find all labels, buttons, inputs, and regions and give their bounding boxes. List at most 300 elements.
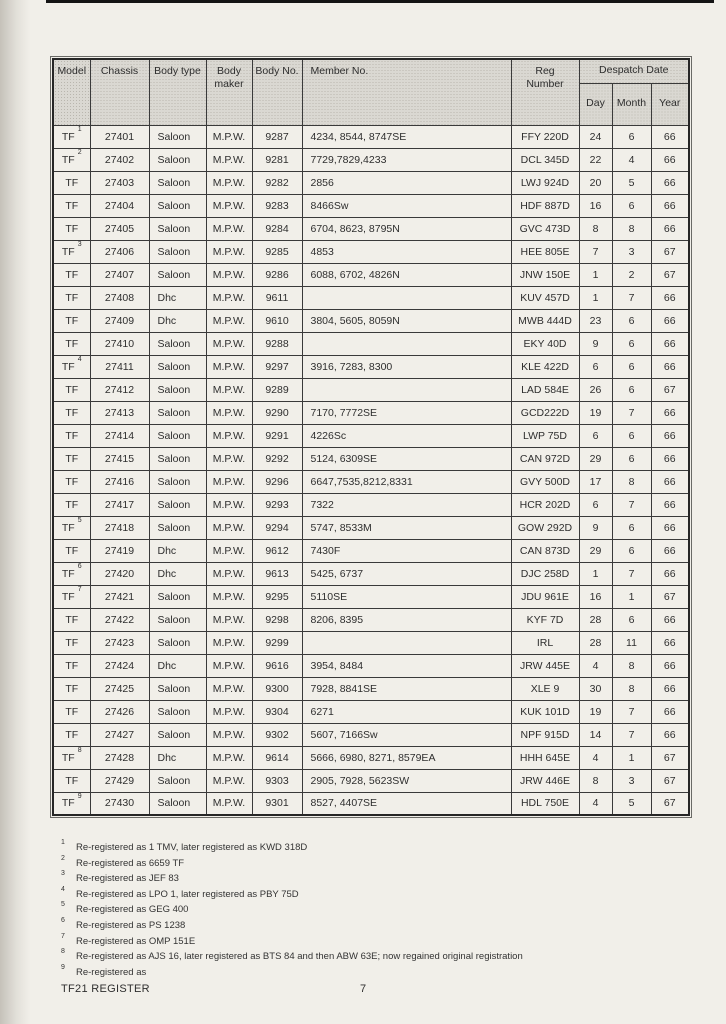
footnote-text: Re-registered as LPO 1, later registered as PBY 75D (76, 888, 299, 900)
cell-body-no: 9297 (252, 355, 302, 378)
cell-body-no: 9289 (252, 378, 302, 401)
table-row (53, 562, 689, 585)
cell-day: 1 (579, 286, 612, 309)
cell-member-no: 6088, 6702, 4826N (302, 263, 511, 286)
cell-member-no: 3954, 8484 (302, 654, 511, 677)
footnote-text: Re-registered as AJS 16, later registered as BTS 84 and then ABW 63E; now regained original registration (76, 951, 523, 963)
cell-year: 66 (651, 194, 689, 217)
cell-member-no: 5425, 6737 (302, 562, 511, 585)
cell-body-maker: M.P.W. (206, 171, 252, 194)
table-row (53, 769, 689, 792)
cell-member-no: 4853 (302, 240, 511, 263)
cell-day: 28 (579, 631, 612, 654)
cell-chassis: 27418 (90, 516, 149, 539)
cell-day: 6 (579, 355, 612, 378)
cell-reg-number: MWB 444D (511, 309, 579, 332)
cell-year: 66 (651, 171, 689, 194)
table-row (53, 286, 689, 309)
cell-day: 19 (579, 401, 612, 424)
cell-member-no: 7322 (302, 493, 511, 516)
footnote-text: Re-registered as 1 TMV, later registered as KWD 318D (76, 842, 308, 854)
col-header-year: Year (651, 83, 689, 125)
cell-member-no: 8206, 8395 (302, 608, 511, 631)
cell-body-no: 9281 (252, 148, 302, 171)
cell-body-no: 9616 (252, 654, 302, 677)
cell-chassis: 27420 (90, 562, 149, 585)
table-row (53, 378, 689, 401)
cell-model: TF (53, 700, 90, 723)
cell-reg-number: GVY 500D (511, 470, 579, 493)
cell-month: 8 (612, 470, 651, 493)
cell-year: 66 (651, 470, 689, 493)
footer-page-number: 7 (359, 983, 367, 995)
cell-reg-number: KLE 422D (511, 355, 579, 378)
cell-reg-number: HDL 750E (511, 792, 579, 815)
cell-day: 1 (579, 562, 612, 585)
cell-body-maker: M.P.W. (206, 585, 252, 608)
cell-day: 29 (579, 447, 612, 470)
footnote-number: 9 (61, 963, 65, 971)
cell-body-maker: M.P.W. (206, 148, 252, 171)
footnote-ref: 4 (77, 356, 82, 363)
cell-day: 9 (579, 332, 612, 355)
cell-chassis: 27409 (90, 309, 149, 332)
cell-day: 1 (579, 263, 612, 286)
cell-year: 66 (651, 700, 689, 723)
scan-top-edge-line (46, 0, 714, 3)
cell-member-no: 3804, 5605, 8059N (302, 309, 511, 332)
cell-chassis: 27419 (90, 539, 149, 562)
cell-member-no: 6647,7535,8212,8331 (302, 470, 511, 493)
cell-reg-number: HCR 202D (511, 493, 579, 516)
footnote-ref: 6 (77, 563, 82, 570)
cell-member-no: 8466Sw (302, 194, 511, 217)
cell-model: TF (53, 769, 90, 792)
cell-body-maker: M.P.W. (206, 309, 252, 332)
cell-body-maker: M.P.W. (206, 332, 252, 355)
footnote-9 (61, 964, 681, 980)
cell-month: 2 (612, 263, 651, 286)
cell-month: 5 (612, 792, 651, 815)
cell-day: 24 (579, 125, 612, 148)
cell-body-maker: M.P.W. (206, 401, 252, 424)
col-header-body-maker: Body maker (206, 59, 252, 125)
cell-body-no: 9299 (252, 631, 302, 654)
cell-body-maker: M.P.W. (206, 194, 252, 217)
table-row (53, 746, 689, 769)
table-row (53, 332, 689, 355)
cell-day: 19 (579, 700, 612, 723)
cell-chassis: 27423 (90, 631, 149, 654)
footnote-ref: 1 (77, 126, 82, 133)
cell-month: 6 (612, 539, 651, 562)
col-header-chassis: Chassis (90, 59, 149, 125)
cell-body-no: 9285 (252, 240, 302, 263)
cell-model: TF (53, 539, 90, 562)
cell-day: 23 (579, 309, 612, 332)
cell-month: 6 (612, 125, 651, 148)
cell-reg-number: CAN 972D (511, 447, 579, 470)
cell-model: TF (53, 263, 90, 286)
cell-chassis: 27426 (90, 700, 149, 723)
cell-body-maker: M.P.W. (206, 539, 252, 562)
cell-chassis: 27430 (90, 792, 149, 815)
scan-left-shadow (0, 0, 30, 1024)
cell-chassis: 27428 (90, 746, 149, 769)
cell-body-type: Saloon (149, 700, 206, 723)
table-row (53, 171, 689, 194)
cell-model: TF (53, 677, 90, 700)
cell-model: TF (53, 723, 90, 746)
footnote-text: Re-registered as 6659 TF (76, 857, 185, 869)
footnote-text: Re-registered as JEF 83 (76, 873, 179, 885)
cell-body-maker: M.P.W. (206, 424, 252, 447)
cell-body-type: Saloon (149, 493, 206, 516)
cell-body-type: Saloon (149, 401, 206, 424)
cell-reg-number: FFY 220D (511, 125, 579, 148)
cell-body-no: 9287 (252, 125, 302, 148)
cell-body-no: 9613 (252, 562, 302, 585)
footnote-number: 1 (61, 839, 65, 846)
cell-body-maker: M.P.W. (206, 769, 252, 792)
cell-body-no: 9300 (252, 677, 302, 700)
cell-body-type: Dhc (149, 654, 206, 677)
cell-member-no (302, 286, 511, 309)
table-row (53, 401, 689, 424)
cell-body-no: 9284 (252, 217, 302, 240)
cell-reg-number: HEE 805E (511, 240, 579, 263)
cell-day: 14 (579, 723, 612, 746)
cell-model: TF (53, 332, 90, 355)
cell-body-maker: M.P.W. (206, 378, 252, 401)
cell-year: 66 (651, 148, 689, 171)
cell-reg-number: JDU 961E (511, 585, 579, 608)
cell-reg-number: CAN 873D (511, 539, 579, 562)
col-header-model: Model (53, 59, 90, 125)
cell-body-no: 9291 (252, 424, 302, 447)
cell-model: TF (53, 447, 90, 470)
footnote-1 (61, 839, 681, 855)
cell-model: TF (53, 194, 90, 217)
cell-member-no: 6271 (302, 700, 511, 723)
cell-month: 7 (612, 562, 651, 585)
footnote-5 (61, 901, 681, 917)
cell-member-no: 5607, 7166Sw (302, 723, 511, 746)
cell-month: 6 (612, 309, 651, 332)
cell-body-maker: M.P.W. (206, 125, 252, 148)
cell-month: 7 (612, 723, 651, 746)
cell-body-type: Saloon (149, 148, 206, 171)
cell-body-no: 9610 (252, 309, 302, 332)
cell-reg-number: EKY 40D (511, 332, 579, 355)
table-row (53, 631, 689, 654)
cell-body-no: 9286 (252, 263, 302, 286)
cell-body-type: Dhc (149, 746, 206, 769)
cell-chassis: 27402 (90, 148, 149, 171)
cell-member-no: 4226Sc (302, 424, 511, 447)
cell-month: 8 (612, 677, 651, 700)
cell-model: TF$^4$ (53, 355, 90, 378)
table-row (53, 125, 689, 148)
cell-member-no: 2856 (302, 171, 511, 194)
cell-year: 66 (651, 562, 689, 585)
table-row (53, 654, 689, 677)
cell-day: 26 (579, 378, 612, 401)
cell-chassis: 27401 (90, 125, 149, 148)
cell-year: 67 (651, 792, 689, 815)
cell-day: 6 (579, 424, 612, 447)
cell-chassis: 27421 (90, 585, 149, 608)
cell-body-maker: M.P.W. (206, 493, 252, 516)
cell-body-no: 9612 (252, 539, 302, 562)
cell-body-no: 9295 (252, 585, 302, 608)
cell-year: 66 (651, 217, 689, 240)
table-row (53, 493, 689, 516)
col-header-despatch-date: Despatch Date (579, 59, 689, 83)
cell-model: TF (53, 424, 90, 447)
table-row (53, 608, 689, 631)
cell-chassis: 27405 (90, 217, 149, 240)
cell-year: 66 (651, 309, 689, 332)
cell-model: TF (53, 309, 90, 332)
cell-body-type: Saloon (149, 677, 206, 700)
cell-body-no: 9296 (252, 470, 302, 493)
cell-day: 20 (579, 171, 612, 194)
cell-month: 7 (612, 700, 651, 723)
cell-model: TF$^5$ (53, 516, 90, 539)
cell-reg-number: HDF 887D (511, 194, 579, 217)
footnote-7 (61, 933, 681, 949)
cell-body-maker: M.P.W. (206, 608, 252, 631)
cell-chassis: 27412 (90, 378, 149, 401)
cell-year: 67 (651, 378, 689, 401)
cell-reg-number: LWP 75D (511, 424, 579, 447)
cell-month: 7 (612, 286, 651, 309)
footnote-6 (61, 917, 681, 933)
table-row (53, 539, 689, 562)
cell-body-maker: M.P.W. (206, 700, 252, 723)
table-row (53, 424, 689, 447)
cell-chassis: 27408 (90, 286, 149, 309)
cell-member-no: 7170, 7772SE (302, 401, 511, 424)
cell-model: TF (53, 654, 90, 677)
footnote-number: 2 (61, 854, 65, 862)
cell-year: 66 (651, 424, 689, 447)
cell-chassis: 27429 (90, 769, 149, 792)
footnote-4 (61, 886, 681, 902)
cell-reg-number: IRL (511, 631, 579, 654)
footer-title: TF21 REGISTER (61, 983, 150, 995)
cell-body-maker: M.P.W. (206, 723, 252, 746)
cell-body-type: Saloon (149, 608, 206, 631)
cell-model: TF (53, 171, 90, 194)
cell-month: 6 (612, 608, 651, 631)
cell-body-no: 9293 (252, 493, 302, 516)
cell-member-no: 3916, 7283, 8300 (302, 355, 511, 378)
cell-member-no: 7928, 8841SE (302, 677, 511, 700)
cell-body-maker: M.P.W. (206, 792, 252, 815)
cell-reg-number: GOW 292D (511, 516, 579, 539)
footnote-number: 4 (61, 885, 65, 893)
cell-body-type: Dhc (149, 562, 206, 585)
cell-day: 28 (579, 608, 612, 631)
cell-month: 11 (612, 631, 651, 654)
cell-day: 16 (579, 585, 612, 608)
cell-model: TF (53, 608, 90, 631)
cell-year: 66 (651, 608, 689, 631)
table-header (53, 59, 689, 125)
cell-reg-number: NPF 915D (511, 723, 579, 746)
footnote-number: 8 (61, 948, 65, 956)
cell-year: 66 (651, 516, 689, 539)
cell-year: 67 (651, 746, 689, 769)
table-row (53, 447, 689, 470)
cell-reg-number: LWJ 924D (511, 171, 579, 194)
cell-body-maker: M.P.W. (206, 470, 252, 493)
col-header-month: Month (612, 83, 651, 125)
footnote-ref: 2 (77, 149, 82, 156)
cell-body-type: Saloon (149, 424, 206, 447)
cell-day: 16 (579, 194, 612, 217)
cell-month: 6 (612, 355, 651, 378)
cell-model: TF (53, 401, 90, 424)
table-row (53, 355, 689, 378)
cell-day: 29 (579, 539, 612, 562)
cell-day: 8 (579, 769, 612, 792)
cell-member-no: 5747, 8533M (302, 516, 511, 539)
cell-body-type: Dhc (149, 309, 206, 332)
cell-month: 4 (612, 148, 651, 171)
cell-body-type: Saloon (149, 240, 206, 263)
cell-member-no: 8527, 4407SE (302, 792, 511, 815)
cell-member-no: 5110SE (302, 585, 511, 608)
cell-body-maker: M.P.W. (206, 217, 252, 240)
cell-year: 67 (651, 585, 689, 608)
cell-model: TF (53, 470, 90, 493)
cell-month: 6 (612, 194, 651, 217)
cell-reg-number: GCD222D (511, 401, 579, 424)
cell-member-no (302, 631, 511, 654)
cell-month: 3 (612, 769, 651, 792)
cell-model: TF$^7$ (53, 585, 90, 608)
cell-year: 66 (651, 539, 689, 562)
cell-body-type: Saloon (149, 378, 206, 401)
cell-month: 1 (612, 585, 651, 608)
register-table (52, 58, 690, 816)
cell-year: 66 (651, 355, 689, 378)
table-row (53, 516, 689, 539)
footnote-ref: 8 (77, 747, 82, 754)
footnote-2 (61, 855, 681, 871)
cell-year: 67 (651, 769, 689, 792)
cell-day: 22 (579, 148, 612, 171)
cell-month: 8 (612, 217, 651, 240)
cell-body-no: 9292 (252, 447, 302, 470)
cell-reg-number: LAD 584E (511, 378, 579, 401)
cell-year: 66 (651, 332, 689, 355)
cell-model: TF (53, 631, 90, 654)
cell-month: 6 (612, 516, 651, 539)
footnote-ref: 7 (77, 586, 82, 593)
cell-model: TF$^2$ (53, 148, 90, 171)
cell-reg-number: XLE 9 (511, 677, 579, 700)
cell-body-no: 9298 (252, 608, 302, 631)
cell-day: 8 (579, 217, 612, 240)
cell-reg-number: HHH 645E (511, 746, 579, 769)
footnote-ref: 3 (77, 241, 82, 248)
cell-model: TF (53, 378, 90, 401)
cell-body-maker: M.P.W. (206, 286, 252, 309)
cell-reg-number: DJC 258D (511, 562, 579, 585)
footnote-ref: 9 (77, 792, 82, 800)
cell-member-no (302, 378, 511, 401)
footnote-number: 7 (61, 932, 65, 940)
cell-year: 67 (651, 240, 689, 263)
cell-month: 8 (612, 654, 651, 677)
cell-body-no: 9282 (252, 171, 302, 194)
cell-model: TF$^9$ (53, 792, 90, 815)
cell-body-no: 9611 (252, 286, 302, 309)
cell-month: 5 (612, 171, 651, 194)
footnote-text: Re-registered as PS 1238 (76, 920, 186, 932)
cell-body-maker: M.P.W. (206, 631, 252, 654)
cell-month: 6 (612, 332, 651, 355)
cell-month: 7 (612, 493, 651, 516)
cell-model: TF$^3$ (53, 240, 90, 263)
cell-body-type: Saloon (149, 470, 206, 493)
cell-body-type: Saloon (149, 516, 206, 539)
cell-body-type: Saloon (149, 447, 206, 470)
footnote-3 (61, 870, 681, 886)
cell-chassis: 27407 (90, 263, 149, 286)
cell-year: 67 (651, 263, 689, 286)
cell-day: 6 (579, 493, 612, 516)
cell-body-maker: M.P.W. (206, 746, 252, 769)
cell-chassis: 27406 (90, 240, 149, 263)
cell-model: TF$^1$ (53, 125, 90, 148)
cell-body-no: 9294 (252, 516, 302, 539)
cell-body-no: 9302 (252, 723, 302, 746)
cell-day: 7 (579, 240, 612, 263)
table-row (53, 309, 689, 332)
cell-chassis: 27422 (90, 608, 149, 631)
table-row (53, 677, 689, 700)
cell-body-no: 9283 (252, 194, 302, 217)
cell-chassis: 27417 (90, 493, 149, 516)
cell-member-no: 4234, 8544, 8747SE (302, 125, 511, 148)
cell-body-no: 9290 (252, 401, 302, 424)
cell-body-maker: M.P.W. (206, 447, 252, 470)
cell-chassis: 27415 (90, 447, 149, 470)
cell-body-maker: M.P.W. (206, 355, 252, 378)
table-row (53, 585, 689, 608)
cell-chassis: 27414 (90, 424, 149, 447)
footnote-text: Re-registered as GEG 400 (76, 904, 189, 916)
cell-body-type: Saloon (149, 217, 206, 240)
cell-reg-number: JRW 446E (511, 769, 579, 792)
table-row (53, 148, 689, 171)
table-row (53, 700, 689, 723)
cell-day: 17 (579, 470, 612, 493)
footnote-number: 6 (61, 917, 65, 925)
col-header-member-no: Member No. (302, 59, 511, 125)
col-header-reg-number: Reg Number (511, 59, 579, 125)
table-row (53, 723, 689, 746)
cell-member-no: 5124, 6309SE (302, 447, 511, 470)
footnote-number: 3 (61, 870, 65, 878)
cell-reg-number: KUV 457D (511, 286, 579, 309)
cell-chassis: 27403 (90, 171, 149, 194)
